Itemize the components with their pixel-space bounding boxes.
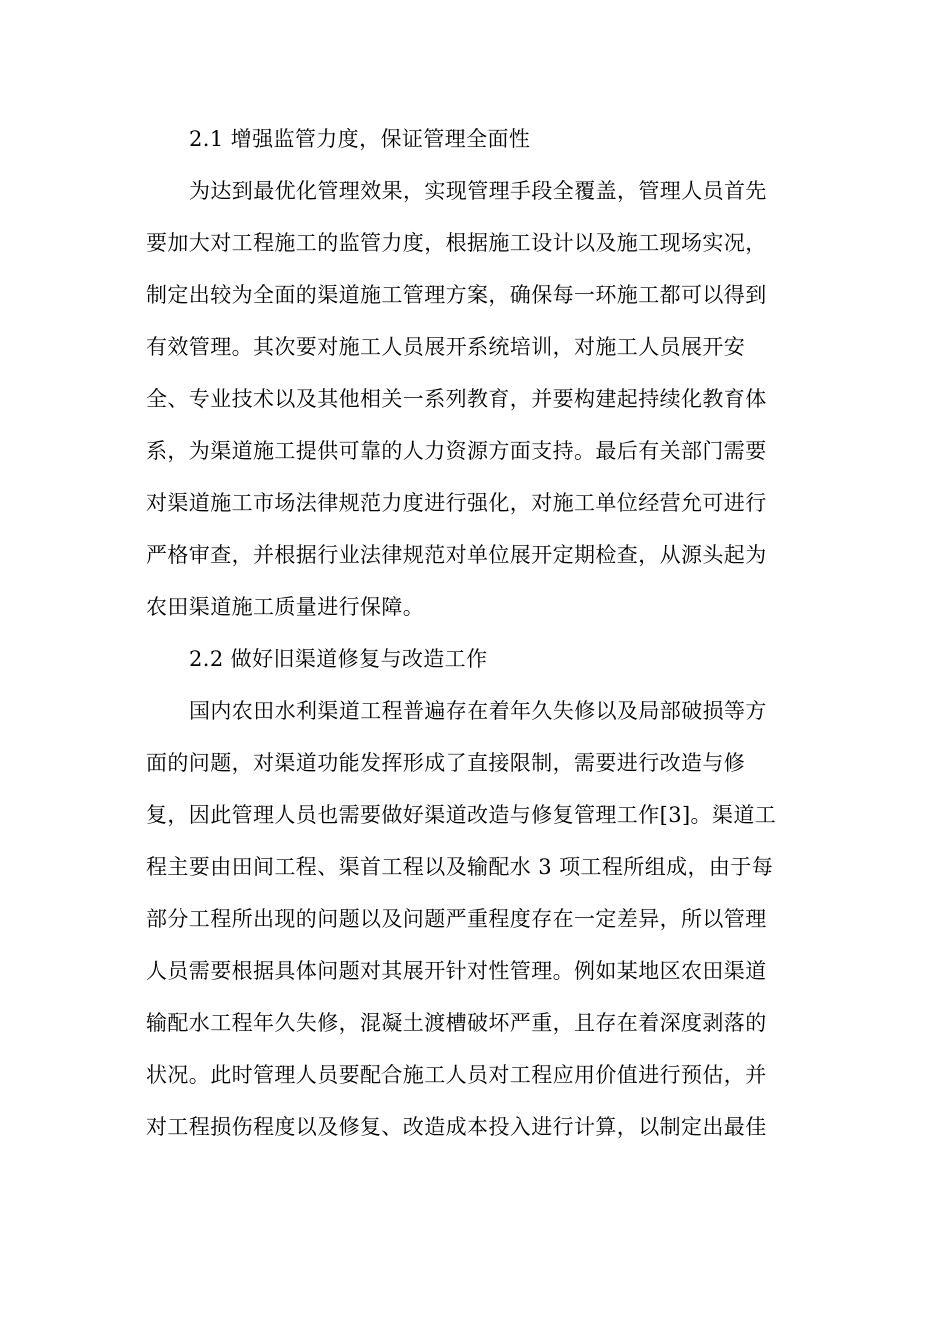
paragraph-line: 为达到最优化管理效果，实现管理手段全覆盖，管理人员首先 [189,179,767,203]
section-heading-2-2: 2.2 做好旧渠道修复与改造工作 [189,647,488,671]
paragraph-line: 对工程损伤程度以及修复、改造成本投入进行计算，以制定出最佳 [146,1115,767,1139]
paragraph-line: 制定出较为全面的渠道施工管理方案，确保每一环施工都可以得到 [146,283,767,307]
section-heading-2-1: 2.1 增强监管力度，保证管理全面性 [189,127,531,151]
paragraph-line: 人员需要根据具体问题对其展开针对性管理。例如某地区农田渠道 [146,959,767,983]
paragraph-line: 部分工程所出现的问题以及问题严重程度存在一定差异，所以管理 [146,907,767,931]
paragraph-line: 复，因此管理人员也需要做好渠道改造与修复管理工作[3]。渠道工 [146,803,777,827]
paragraph-line: 有效管理。其次要对施工人员展开系统培训，对施工人员展开安 [146,335,746,359]
paragraph-line: 国内农田水利渠道工程普遍存在着年久失修以及局部破损等方 [189,699,767,723]
paragraph-line: 状况。此时管理人员要配合施工人员对工程应用价值进行预估，并 [146,1063,767,1087]
paragraph-line: 要加大对工程施工的监管力度，根据施工设计以及施工现场实况， [146,231,767,255]
paragraph-line: 全、专业技术以及其他相关一系列教育，并要构建起持续化教育体 [146,387,767,411]
paragraph-line: 对渠道施工市场法律规范力度进行强化，对施工单位经营允可进行 [146,491,767,515]
paragraph-line: 程主要由田间工程、渠首工程以及输配水 3 项工程所组成，由于每 [146,855,774,879]
paragraph-line: 农田渠道施工质量进行保障。 [146,595,425,619]
paragraph-line: 输配水工程年久失修，混凝土渡槽破坏严重，且存在着深度剥落的 [146,1011,767,1035]
paragraph-line: 面的问题，对渠道功能发挥形成了直接限制，需要进行改造与修 [146,751,746,775]
paragraph-line: 严格审查，并根据行业法律规范对单位展开定期检查，从源头起为 [146,543,767,567]
paragraph-line: 系，为渠道施工提供可靠的人力资源方面支持。最后有关部门需要 [146,439,767,463]
